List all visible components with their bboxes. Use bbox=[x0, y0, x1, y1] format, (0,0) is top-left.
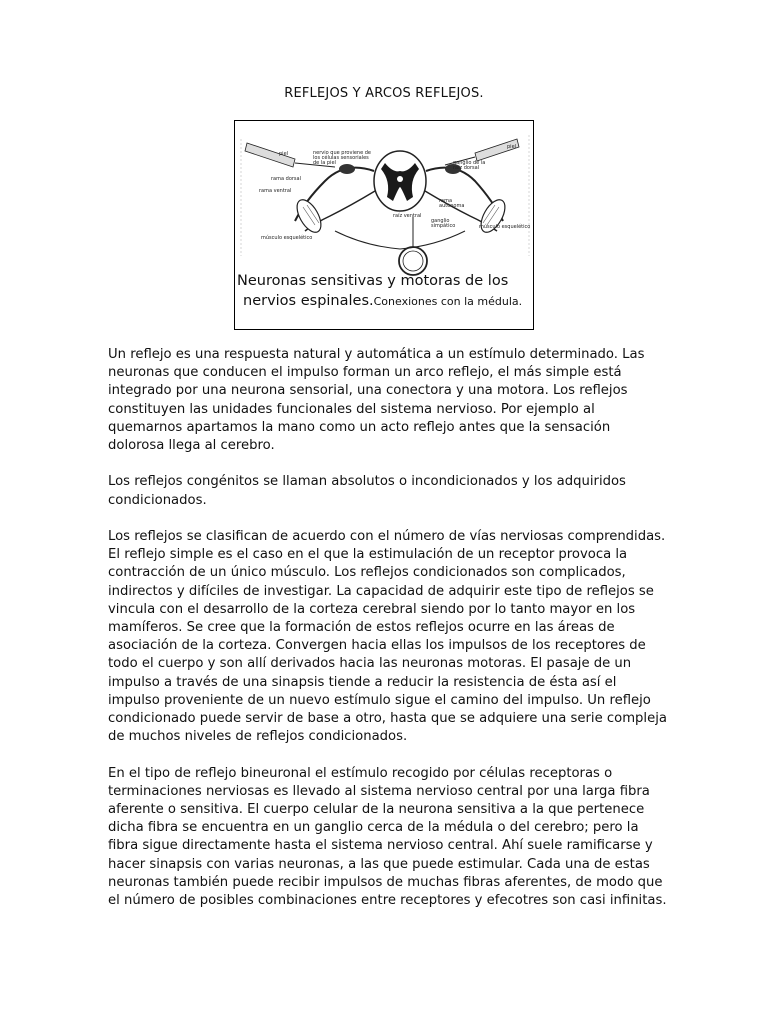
label-piel-right: piel bbox=[507, 144, 517, 150]
label-nervio: nervio que proviene de los células sensoriales de la piel bbox=[313, 150, 371, 166]
label-musculo-left: músculo esquelético bbox=[261, 235, 313, 241]
label-rama-dorsal: rama dorsal bbox=[271, 176, 301, 182]
figure-caption bbox=[237, 271, 527, 312]
label-rama-autonoma: rama autónoma bbox=[439, 198, 465, 209]
page-title: REFLEJOS Y ARCOS REFLEJOS. bbox=[284, 86, 484, 101]
label-piel-left: piel bbox=[279, 151, 289, 157]
label-rama-ventral: rama ventral bbox=[259, 188, 292, 194]
label-raiz-ventral: raíz ventral bbox=[393, 213, 422, 219]
paragraph-2: Los reflejos congénitos se llaman absolutos o incondicionados y los adquiridos condicionados. bbox=[108, 474, 626, 508]
paragraph-4: En el tipo de reflejo bineuronal el estímulo recogido por células receptoras o terminaciones nerviosas es llevado al sistema nervioso central por una larga fibra aferente o sensitiva. El cuerpo celular de la neurona sensitiva a la que pertenece dicha fibra se encuentra en un ganglio cerca de la médula o del cerebro; pero la fibra sigue directamente hasta el sistema nervioso central. Ahí suele ramificarse y hacer sinapsis con varias neuronas, a las que puede estimular. Cada una de estas neuronas también puede recibir impulsos de muchas fibras aferentes, de modo que el número de posibles combinaciones entre receptores y efecotres son casi infinitas. bbox=[108, 765, 667, 909]
paragraph-1: Un reflejo es una respuesta natural y automática a un estímulo determinado. Las neuronas que conducen el impulso forman un arco reflejo, el más simple está integrado por una neurona sensorial, una conectora y una motora. Los reflejos constituyen las unidades funcionales del sistema nervioso. Por ejemplo al quemarnos apartamos la mano como un acto reflejo antes que la sensación dolorosa llega al cerebro. bbox=[108, 347, 645, 454]
paragraph-3: Los reflejos se clasifican de acuerdo con el número de vías nerviosas comprendidas. El reflejo simple es el caso en el que la estimulación de un receptor provoca la contracción de un único músculo. Los reflejos condicionados son complicados, indirectos y difíciles de investigar. La capacidad de adquirir este tipo de reflejos se vincula con el desarrollo de la corteza cerebral siendo por lo tanto mayor en los mamíferos. Se cree que la formación de estos reflejos ocurre en las áreas de asociación de la corteza. Convergen hacia ellas los impulsos de los receptores de todo el cuerpo y son allí derivados hacia las neuronas motoras. El pasaje de un impulso a través de una sinapsis tiende a reducir la resistencia de ésta así el impulso proveniente de un nuevo estímulo sigue el camino del impulso. Un reflejo condicionado puede servir de base a otro, hasta que se adquiere una serie compleja de muchos niveles de reflejos condicionados. bbox=[108, 529, 667, 745]
spinal-nerves-figure bbox=[234, 120, 534, 330]
label-ganglio-raiz: ganglio de la raíz dorsal bbox=[453, 160, 486, 171]
caption-line-2-small: Conexiones con la médula. bbox=[373, 295, 523, 308]
label-ganglio-simpatico: ganglio simpático bbox=[431, 218, 456, 229]
caption-line-2-main: nervios espinales. bbox=[243, 293, 374, 309]
label-musculo-right: músculo esquelético bbox=[479, 224, 531, 230]
caption-line-1: Neuronas sensitivas y motoras de los bbox=[237, 273, 509, 289]
caption-line-2 bbox=[237, 291, 527, 312]
body-text bbox=[108, 346, 668, 928]
